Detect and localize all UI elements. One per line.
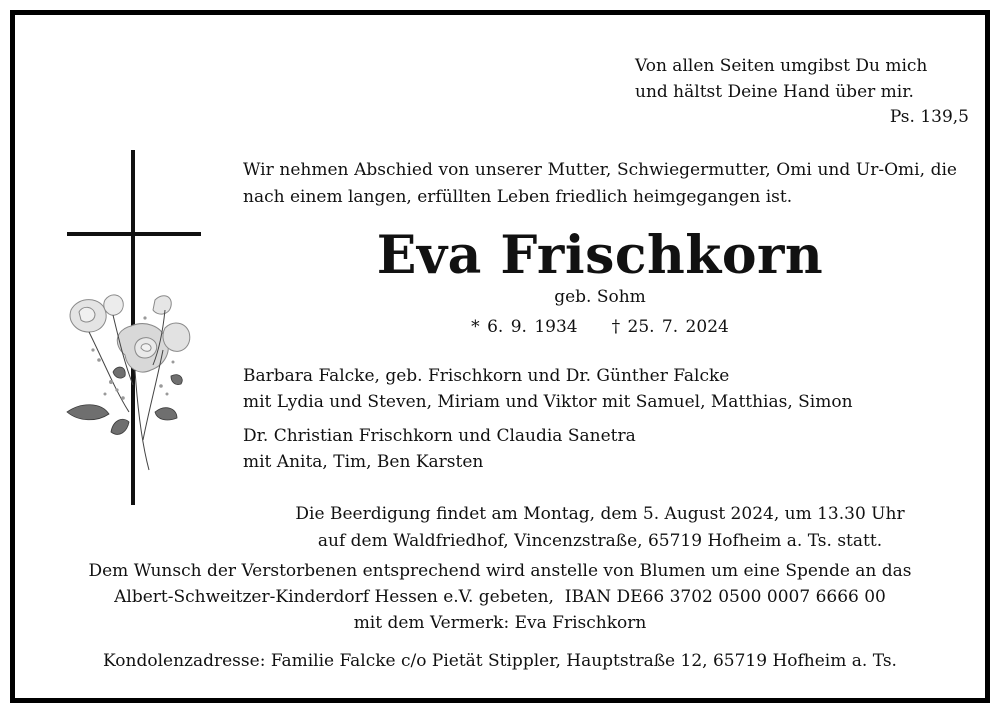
obituary-frame — [10, 10, 990, 703]
intro-text: Wir nehmen Abschied von unserer Mutter, Schwiegermutter, Omi und Ur-Omi, die nach einem langen, erfüllten Leben friedlich heimgegangen ist. — [243, 160, 957, 207]
donation-line-1: Dem Wunsch der Verstorbenen entsprechend wird anstelle von Blumen um eine Spende an das — [88, 561, 912, 581]
mourner-group-1 — [243, 363, 853, 415]
funeral-line-2: auf dem Waldfriedhof, Vincenzstraße, 65719 Hofheim a. Ts. statt. — [317, 531, 883, 551]
donation-line-2: Albert-Schweitzer-Kinderdorf Hessen e.V. gebeten, IBAN DE66 3702 0500 0007 6666 00 — [114, 587, 886, 607]
life-dates — [243, 317, 957, 337]
psalm-line-1: Von allen Seiten umgibst Du mich — [635, 56, 928, 76]
mourner-line: mit Lydia und Steven, Miriam und Viktor mit Samuel, Matthias, Simon — [243, 392, 853, 412]
psalm-line-2: und hältst Deine Hand über mir. — [635, 82, 914, 102]
birth-date: * 6. 9. 1934 — [471, 317, 578, 337]
psalm-verse — [635, 53, 927, 105]
condolence-address: Kondolenzadresse: Familie Falcke c/o Pietät Stippler, Hauptstraße 12, 65719 Hofheim a. Ts. — [103, 651, 897, 671]
funeral-details — [243, 501, 957, 555]
mourner-line: mit Anita, Tim, Ben Karsten — [243, 452, 484, 472]
deceased-name: Eva Frischkorn — [376, 225, 824, 286]
cross-icon — [53, 150, 203, 510]
mourner-group-2 — [243, 423, 636, 475]
mourner-line: Barbara Falcke, geb. Frischkorn und Dr. Günther Falcke — [243, 366, 730, 386]
maiden-name: geb. Sohm — [554, 287, 646, 307]
rose-icon — [67, 295, 190, 470]
obituary-content — [15, 15, 985, 698]
psalm-reference: Ps. 139,5 — [889, 107, 969, 127]
funeral-line-1: Die Beerdigung findet am Montag, dem 5. August 2024, um 13.30 Uhr — [295, 504, 905, 524]
donation-request — [15, 558, 985, 636]
donation-line-3: mit dem Vermerk: Eva Frischkorn — [353, 613, 647, 633]
death-date: † 25. 7. 2024 — [611, 317, 729, 337]
mourner-line: Dr. Christian Frischkorn und Claudia Sanetra — [243, 426, 636, 446]
